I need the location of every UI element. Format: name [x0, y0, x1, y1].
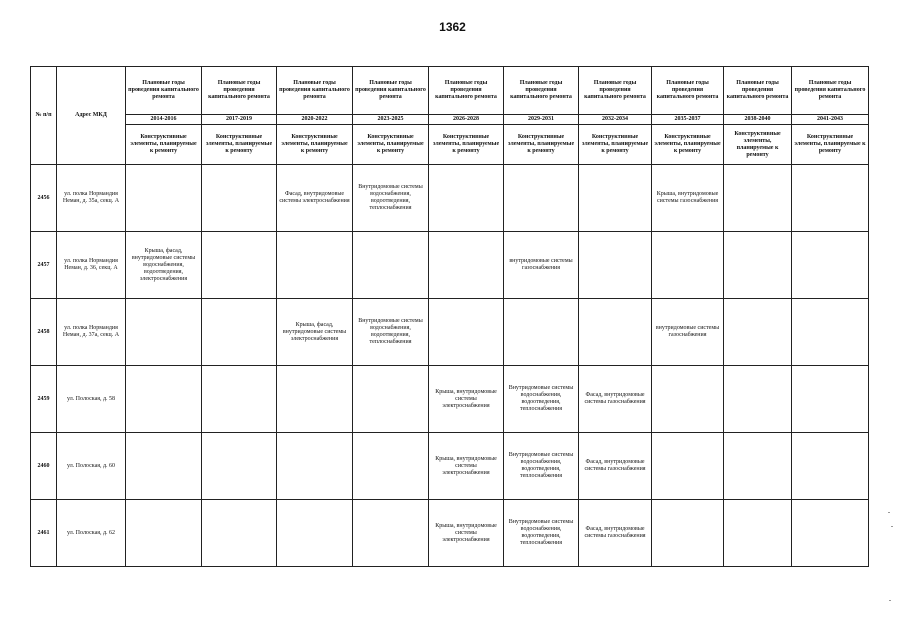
header-period-elements: Конструктивные элементы, планируемые к ремонту	[504, 125, 579, 165]
header-period-years: 2035-2037	[652, 115, 724, 125]
repair-cell	[724, 500, 792, 567]
header-period-years: 2032-2034	[579, 115, 652, 125]
repair-cell	[724, 165, 792, 232]
repair-cell	[277, 366, 353, 433]
repair-cell	[202, 500, 277, 567]
header-period-elements: Конструктивные элементы, планируемые к ремонту	[724, 125, 792, 165]
repair-cell	[202, 165, 277, 232]
repair-cell: Крыша, внутридомовые системы электроснабжения	[429, 500, 504, 567]
repair-cell	[277, 232, 353, 299]
repair-cell	[429, 232, 504, 299]
repair-cell: Внутридомовые системы водоснабжения, водоотведения, теплоснабжения	[504, 500, 579, 567]
repair-cell	[724, 366, 792, 433]
repair-cell	[429, 299, 504, 366]
header-period-elements: Конструктивные элементы, планируемые к ремонту	[202, 125, 277, 165]
page-number: 1362	[439, 20, 466, 34]
header-period-title: Плановые годы проведения капитального ремонта	[792, 67, 869, 115]
repair-cell: Крыша, фасад, внутридомовые системы электроснабжения	[277, 299, 353, 366]
repair-cell	[792, 366, 869, 433]
repair-cell	[724, 232, 792, 299]
repair-cell: Фасад, внутридомовые системы электроснабжения	[277, 165, 353, 232]
repair-cell: Фасад, внутридомовые системы газоснабжения	[579, 366, 652, 433]
scan-speck	[891, 526, 893, 527]
row-address: ул. Полоская, д. 58	[57, 366, 126, 433]
header-period-years: 2029-2031	[504, 115, 579, 125]
header-period-elements: Конструктивные элементы, планируемые к ремонту	[792, 125, 869, 165]
repair-cell	[353, 433, 429, 500]
repair-cell	[724, 433, 792, 500]
table-row	[31, 366, 869, 433]
repair-cell	[579, 232, 652, 299]
row-number: 2459	[31, 366, 57, 433]
row-address: ул. полка Нормандия Неман, д. 36, секц. А	[57, 232, 126, 299]
repair-cell: внутридомовые системы газоснабжения	[652, 299, 724, 366]
row-number: 2456	[31, 165, 57, 232]
header-period-title: Плановые годы проведения капитального ремонта	[429, 67, 504, 115]
header-period-title: Плановые годы проведения капитального ремонта	[277, 67, 353, 115]
repair-cell: Крыша, внутридомовые системы электроснабжения	[429, 366, 504, 433]
repair-cell: Крыша, внутридомовые системы электроснабжения	[429, 433, 504, 500]
repair-cell	[652, 433, 724, 500]
scan-speck	[889, 600, 891, 601]
repair-cell	[652, 500, 724, 567]
row-number: 2460	[31, 433, 57, 500]
repair-cell: Внутридомовые системы водоснабжения, водоотведения, теплоснабжения	[504, 366, 579, 433]
repair-cell	[579, 299, 652, 366]
repair-cell: Внутридомовые системы водоснабжения, водоотведения, теплоснабжения	[353, 165, 429, 232]
scan-speck	[888, 512, 890, 513]
repair-cell	[202, 299, 277, 366]
table-row	[31, 433, 869, 500]
header-period-years: 2041-2043	[792, 115, 869, 125]
header-period-years: 2038-2040	[724, 115, 792, 125]
header-period-elements: Конструктивные элементы, планируемые к ремонту	[579, 125, 652, 165]
repair-cell	[652, 232, 724, 299]
row-address: ул. Полоская, д. 60	[57, 433, 126, 500]
repair-cell	[792, 433, 869, 500]
repair-cell	[792, 299, 869, 366]
repair-cell	[202, 366, 277, 433]
header-period-years: 2023-2025	[353, 115, 429, 125]
header-period-years: 2014-2016	[126, 115, 202, 125]
repair-cell	[126, 366, 202, 433]
repair-cell	[126, 165, 202, 232]
header-period-elements: Конструктивные элементы, планируемые к ремонту	[126, 125, 202, 165]
repair-cell	[202, 232, 277, 299]
header-period-elements: Конструктивные элементы, планируемые к ремонту	[652, 125, 724, 165]
repair-cell	[429, 165, 504, 232]
header-period-years: 2017-2019	[202, 115, 277, 125]
repair-cell	[792, 232, 869, 299]
repair-cell	[792, 165, 869, 232]
repair-cell	[724, 299, 792, 366]
header-period-years: 2026-2028	[429, 115, 504, 125]
header-period-title: Плановые годы проведения капитального ремонта	[652, 67, 724, 115]
repair-cell	[126, 299, 202, 366]
repair-cell: Внутридомовые системы водоснабжения, водоотведения, теплоснабжения	[353, 299, 429, 366]
row-address: ул. полка Нормандия Неман, д. 35а, секц. А	[57, 165, 126, 232]
repair-cell	[652, 366, 724, 433]
repair-cell	[792, 500, 869, 567]
header-period-title: Плановые годы проведения капитального ремонта	[504, 67, 579, 115]
header-period-title: Плановые годы проведения капитального ремонта	[724, 67, 792, 115]
capital-repair-table	[30, 66, 869, 567]
repair-cell: Фасад, внутридомовые системы газоснабжения	[579, 433, 652, 500]
header-num: № п/п	[31, 67, 57, 165]
header-period-elements: Конструктивные элементы, планируемые к ремонту	[277, 125, 353, 165]
header-period-title: Плановые годы проведения капитального ремонта	[353, 67, 429, 115]
repair-cell	[126, 500, 202, 567]
repair-cell	[504, 165, 579, 232]
repair-cell: Внутридомовые системы водоснабжения, водоотведения, теплоснабжения	[504, 433, 579, 500]
header-years-row	[31, 115, 869, 125]
repair-cell	[202, 433, 277, 500]
header-address: Адрес МКД	[57, 67, 126, 165]
header-period-title: Плановые годы проведения капитального ремонта	[126, 67, 202, 115]
table-row	[31, 500, 869, 567]
table-row	[31, 299, 869, 366]
repair-cell	[504, 299, 579, 366]
repair-cell	[353, 232, 429, 299]
repair-cell	[277, 433, 353, 500]
header-period-title: Плановые годы проведения капитального ремонта	[579, 67, 652, 115]
table-row	[31, 165, 869, 232]
header-period-years: 2020-2022	[277, 115, 353, 125]
repair-cell	[353, 500, 429, 567]
row-number: 2457	[31, 232, 57, 299]
row-number: 2458	[31, 299, 57, 366]
repair-cell	[579, 165, 652, 232]
repair-cell	[353, 366, 429, 433]
table-row	[31, 232, 869, 299]
header-title-row	[31, 67, 869, 115]
repair-cell: Крыша, фасад, внутридомовые системы водоснабжения, водоотведения, электроснабжения	[126, 232, 202, 299]
row-address: ул. полка Нормандия Неман, д. 37а, секц. А	[57, 299, 126, 366]
repair-cell	[277, 500, 353, 567]
repair-cell: внутридомовые системы газоснабжения	[504, 232, 579, 299]
row-number: 2461	[31, 500, 57, 567]
header-period-elements: Конструктивные элементы, планируемые к ремонту	[353, 125, 429, 165]
row-address: ул. Полоская, д. 62	[57, 500, 126, 567]
header-elements-row	[31, 125, 869, 165]
repair-cell	[126, 433, 202, 500]
header-period-elements: Конструктивные элементы, планируемые к ремонту	[429, 125, 504, 165]
repair-cell: Фасад, внутридомовые системы газоснабжения	[579, 500, 652, 567]
repair-cell: Крыша, внутридомовые системы газоснабжения	[652, 165, 724, 232]
header-period-title: Плановые годы проведения капитального ремонта	[202, 67, 277, 115]
